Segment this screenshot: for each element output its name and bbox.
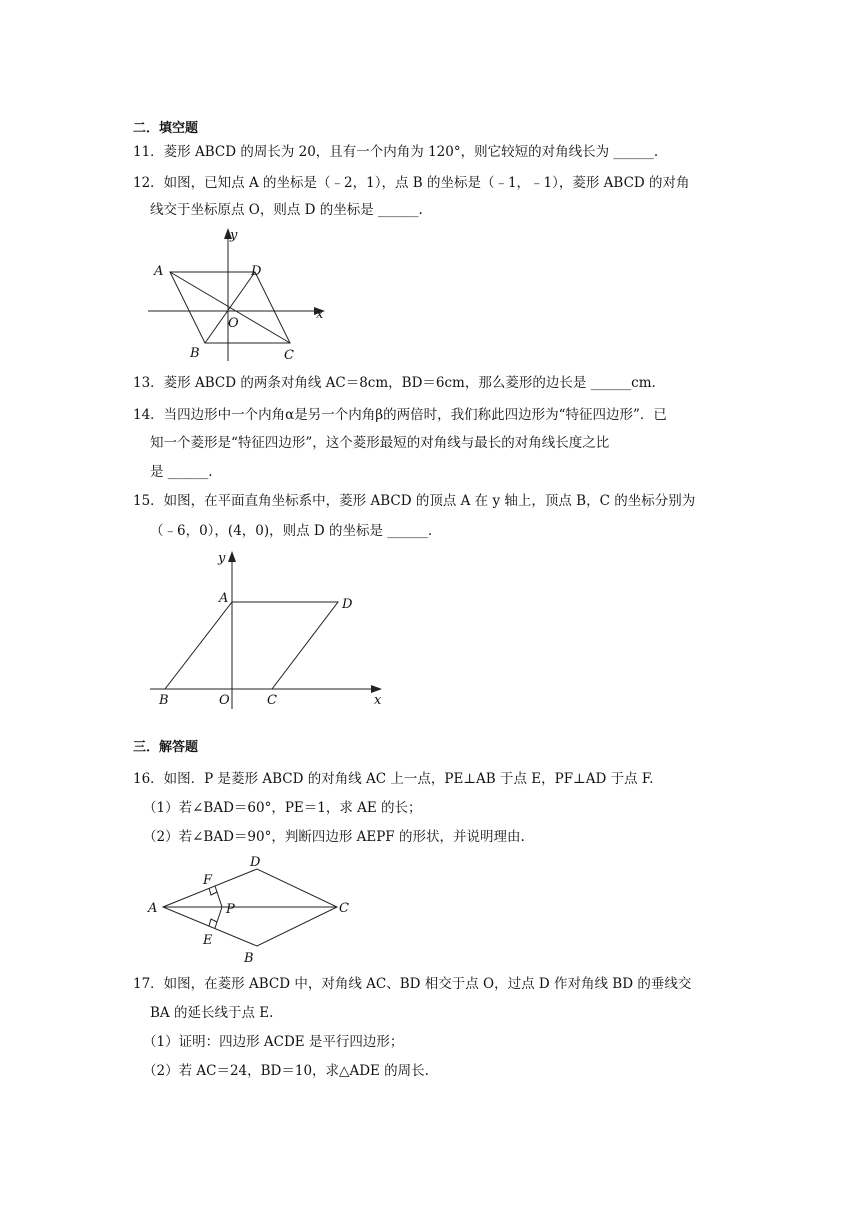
segment-pe bbox=[215, 907, 222, 928]
question-12-line1: 12．如图，已知点 A 的坐标是（﹣2，1），点 B 的坐标是（﹣1，﹣1），菱形 ABCD 的对角 bbox=[133, 175, 690, 191]
label-b: B bbox=[190, 346, 200, 361]
figure-q16 bbox=[140, 852, 360, 964]
question-17-line3: （1）证明：四边形 ACDE 是平行四边形； bbox=[143, 1034, 404, 1050]
question-16-line3: （2）若∠BAD＝90°，判断四边形 AEPF 的形状，并说明理由. bbox=[143, 829, 525, 845]
question-15-line1: 15．如图，在平面直角坐标系中，菱形 ABCD 的顶点 A 在 y 轴上，顶点 B，C 的坐标分别为 bbox=[133, 493, 696, 509]
question-16-line1: 16．如图．P 是菱形 ABCD 的对角线 AC 上一点，PE⊥AB 于点 E，PF⊥AD 于点 F. bbox=[133, 771, 654, 787]
label-c: C bbox=[267, 693, 277, 708]
label-d: D bbox=[250, 855, 261, 870]
label-x: x bbox=[374, 693, 382, 708]
label-b: B bbox=[244, 951, 254, 964]
question-15-line2: （﹣6，0），(4，0)，则点 D 的坐标是 ______. bbox=[150, 523, 433, 539]
section-title-answer: 三．解答题 bbox=[133, 740, 199, 755]
segment-pf bbox=[215, 886, 222, 907]
label-o: O bbox=[228, 316, 239, 331]
label-b: B bbox=[159, 693, 169, 708]
question-17-line2: BA 的延长线于点 E. bbox=[150, 1005, 274, 1021]
label-a: A bbox=[219, 591, 229, 606]
question-14-line3: 是 ______. bbox=[150, 464, 213, 480]
label-a: A bbox=[154, 264, 164, 279]
section-title-fill: 二．填空题 bbox=[133, 121, 199, 136]
diagonal-bd bbox=[205, 272, 255, 343]
figure-q15 bbox=[145, 546, 395, 714]
question-14-line2: 知一个菱形是“特征四边形”，这个菱形最短的对角线与最长的对角线长度之比 bbox=[150, 435, 610, 451]
label-d: D bbox=[251, 264, 262, 279]
question-17-line4: （2）若 AC＝24，BD＝10，求△ADE 的周长. bbox=[143, 1063, 429, 1079]
question-16-line2: （1）若∠BAD＝60°，PE＝1，求 AE 的长； bbox=[143, 800, 422, 816]
y-axis-arrow bbox=[228, 551, 236, 562]
x-axis-arrow bbox=[371, 685, 382, 693]
label-y: y bbox=[218, 551, 226, 566]
label-d: D bbox=[342, 597, 353, 612]
label-p: P bbox=[226, 902, 235, 917]
label-c: C bbox=[284, 348, 294, 363]
figure-q12 bbox=[140, 225, 340, 365]
question-11: 11．菱形 ABCD 的周长为 20，且有一个内角为 120°，则它较短的对角线长为 ______. bbox=[133, 144, 659, 160]
label-y: y bbox=[230, 228, 238, 243]
label-c: C bbox=[339, 901, 349, 916]
label-o: O bbox=[219, 693, 230, 708]
question-13: 13．菱形 ABCD 的两条对角线 AC＝8cm，BD＝6cm，那么菱形的边长是 ______cm. bbox=[133, 375, 656, 391]
question-12-line2: 线交于坐标原点 O，则点 D 的坐标是 ______. bbox=[150, 202, 423, 218]
rhombus-abcd bbox=[165, 602, 338, 689]
label-a: A bbox=[148, 901, 158, 916]
label-x: x bbox=[316, 307, 324, 322]
question-17-line1: 17．如图，在菱形 ABCD 中，对角线 AC、BD 相交于点 O，过点 D 作对角线 BD 的垂线交 bbox=[133, 976, 692, 992]
label-e: E bbox=[203, 933, 213, 948]
question-14-line1: 14．当四边形中一个内角α是另一个内角β的两倍时，我们称此四边形为“特征四边形”．已 bbox=[133, 407, 667, 423]
label-f: F bbox=[203, 873, 213, 888]
